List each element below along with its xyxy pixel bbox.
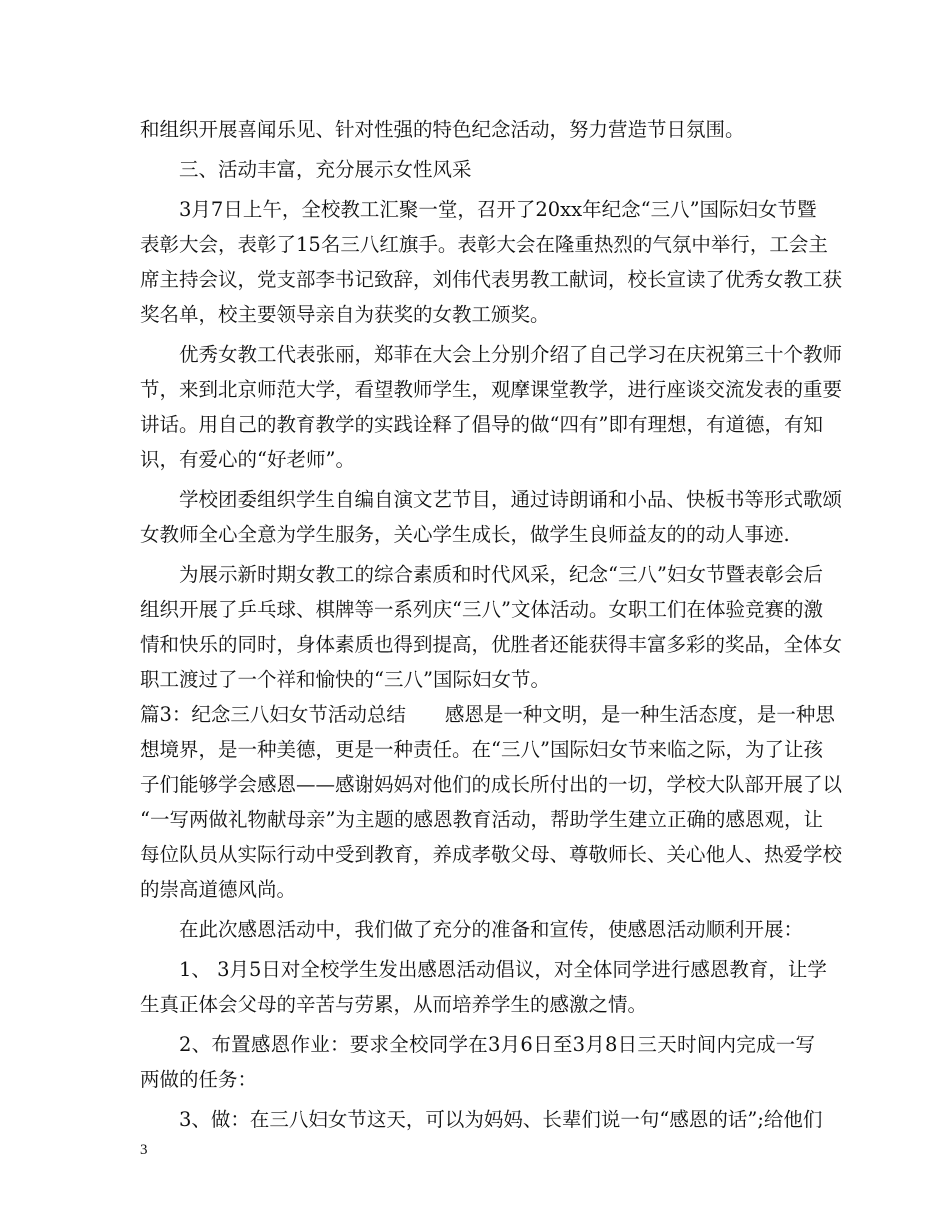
text-line: 生真正体会父母的辛苦与劳累，从而培养学生的感激之情。 xyxy=(140,993,648,1016)
text-line: 每位队员从实际行动中受到教育，养成孝敬父母、尊敬师长、关心他人、热爱学校 xyxy=(140,843,843,866)
paragraph xyxy=(140,1027,815,1097)
text-line: 3、做：在三八妇女节这天，可以为妈妈、长辈们说一句“感恩的话”;给他们 xyxy=(179,1108,823,1131)
section-heading xyxy=(140,152,815,187)
paragraph xyxy=(140,482,843,552)
text-line: 职工渡过了一个祥和愉快的“三八”国际妇女节。 xyxy=(140,668,550,691)
text-line: 子们能够学会感恩——感谢妈妈对他们的成长所付出的一切，学校大队部开展了以 xyxy=(140,773,843,796)
text-line: 情和快乐的同时，身体素质也得到提高，优胜者还能获得丰富多彩的奖品，全体女 xyxy=(140,633,843,656)
paragraph xyxy=(140,192,843,332)
paragraph xyxy=(140,952,827,1022)
text-line: 3月7日上午，全校教工汇聚一堂，召开了20xx年纪念“三八”国际妇女节暨 xyxy=(179,198,817,221)
text-line: 奖名单，校主要领导亲自为获奖的女教工颁奖。 xyxy=(140,303,550,326)
text-line: 识，有爱心的“好老师”。 xyxy=(140,448,355,471)
text-line: 女教师全心全意为学生服务，关心学生成长，做学生良师益友的的动人事迹. xyxy=(140,523,790,546)
text-line: 两做的任务： xyxy=(140,1068,258,1091)
text-line: “一写两做礼物献母亲”为主题的感恩教育活动，帮助学生建立正确的感恩观，让 xyxy=(140,808,823,831)
paragraph xyxy=(140,697,843,907)
text-line: 在此次感恩活动中，我们做了充分的准备和宣传，使感恩活动顺利开展： xyxy=(179,918,804,941)
text-line: 想境界，是一种美德，更是一种责任。在“三八”国际妇女节来临之际，为了让孩 xyxy=(140,738,823,761)
paragraph xyxy=(140,912,815,947)
text-line: 节，来到北京师范大学，看望教师学生，观摩课堂教学，进行座谈交流发表的重要 xyxy=(140,378,843,401)
text-line: 篇3：纪念三八妇女节活动总结 感恩是一种文明，是一种生活态度，是一种思 xyxy=(140,703,835,726)
text-line: 为展示新时期女教工的综合素质和时代风采，纪念“三八”妇女节暨表彰会后 xyxy=(179,563,823,586)
text-line: 席主持会议，党支部李书记致辞，刘伟代表男教工献词，校长宣读了优秀女教工获 xyxy=(140,268,843,291)
paragraph xyxy=(140,337,843,477)
text-line: 2、布置感恩作业：要求全校同学在3月6日至3月8日三天时间内完成一写 xyxy=(179,1033,815,1056)
text-line: 学校团委组织学生自编自演文艺节目，通过诗朗诵和小品、快板书等形式歌颂 xyxy=(179,488,843,511)
text-line: 优秀女教工代表张丽，郑菲在大会上分别介绍了自己学习在庆祝第三十个教师 xyxy=(179,343,843,366)
paragraph xyxy=(140,557,843,697)
text-line: 讲话。用自己的教育教学的实践诠释了倡导的做“四有”即有理想，有道德，有知 xyxy=(140,413,823,436)
paragraph xyxy=(140,1102,823,1137)
text-line: 三、活动丰富，充分展示女性风采 xyxy=(179,158,472,181)
text-line: 表彰大会，表彰了15名三八红旗手。表彰大会在隆重热烈的气氛中举行，工会主 xyxy=(140,233,828,256)
text-line: 组织开展了乒乓球、棋牌等一系列庆“三八”文体活动。女职工们在体验竞赛的激 xyxy=(140,598,823,621)
page-number: 3 xyxy=(140,1142,148,1158)
document-body xyxy=(140,112,843,1137)
text-line: 和组织开展喜闻乐见、针对性强的特色纪念活动，努力营造节日氛围。 xyxy=(140,118,745,141)
text-line: 的崇高道德风尚。 xyxy=(140,878,297,901)
text-line: 1、 3月5日对全校学生发出感恩活动倡议，对全体同学进行感恩教育，让学 xyxy=(179,958,827,981)
paragraph xyxy=(140,112,815,147)
